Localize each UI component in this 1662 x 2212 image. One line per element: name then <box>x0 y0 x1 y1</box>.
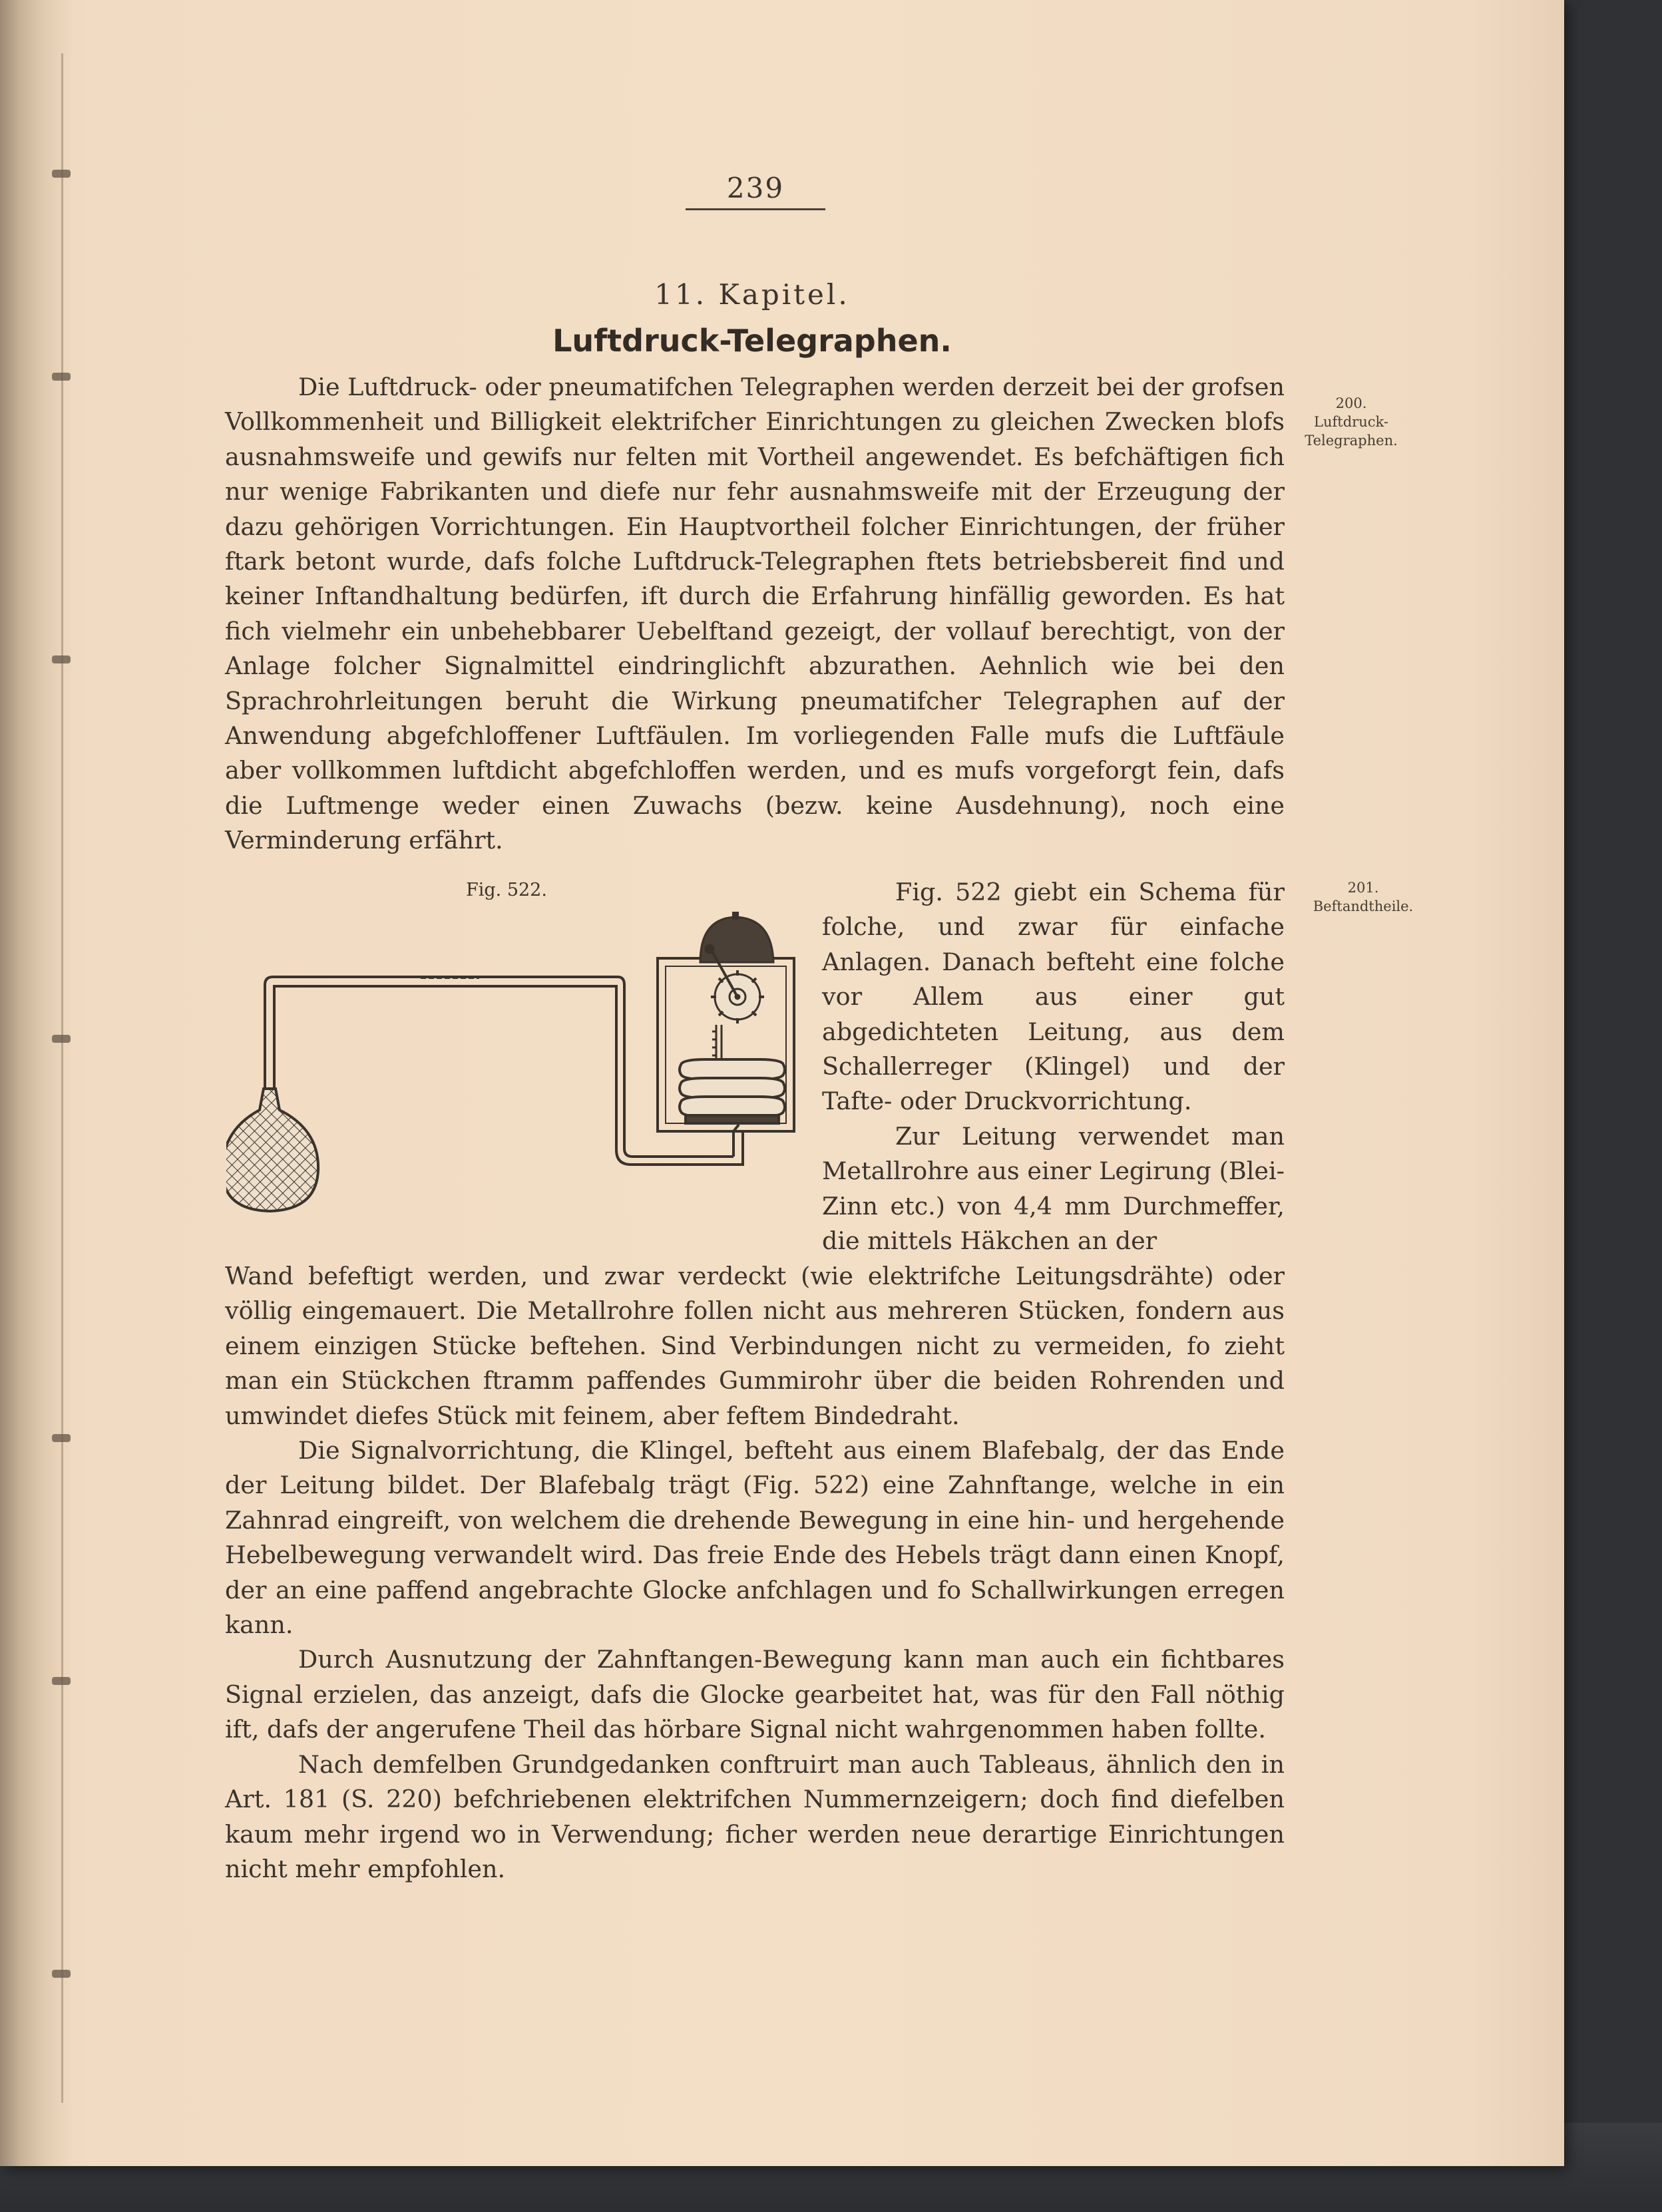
paragraph: Wand befeftigt werden, und zwar verdeckt (wie elektrifche Leitungsdrähte) oder völlig eingemauert. Die Metallrohre follen nicht aus mehreren Stücken, fondern aus einem einzigen Stücke beftehen. Sind Verbindungen nicht zu vermeiden, fo zieht man ein Stückchen ftramm paffendes Gummirohr über die beiden Rohrenden und umwindet diefes Stück mit feinem, aber feftem Bindedraht. <box>225 1262 1285 1430</box>
paragraph-continuation <box>225 1259 1285 1887</box>
binding-stitch <box>52 373 71 381</box>
paragraph: Die Signalvorrichtung, die Klingel, befteht aus einem Blafebalg, der das Ende der Leitung bildet. Der Blafebalg trägt (Fig. 522) eine Zahnftange, welche in ein Zahnrad eingreift, von welchem die drehende Bewegung in eine hin- und hergehende Hebelbewegung verwandelt wird. Das freie Ende des Hebels trägt dann einen Knopf, der an eine paffend angebrachte Glocke anfchlagen und fo Schallwirkungen erregen kann. <box>225 1436 1285 1640</box>
rubber-bulb <box>226 1089 318 1211</box>
margin-note-number: 200. <box>1335 395 1367 411</box>
paragraph-intro <box>225 370 1285 858</box>
chapter-title: Luftdruck-Telegraphen. <box>552 323 952 359</box>
air-pipe <box>265 977 733 1165</box>
bellows <box>680 1059 785 1123</box>
margin-note-number: 201. <box>1347 880 1379 896</box>
binding-stitch <box>52 1035 71 1043</box>
page-number: 239 <box>726 172 785 204</box>
margin-note-200 <box>1291 394 1411 450</box>
paragraph: Fig. 522 giebt ein Schema für folche, und zwar für einfache Anlagen. Danach befteht eine folche vor Allem aus einer gut abgedichteten Leitung, aus dem Schallerreger (Klingel) und der Tafte- oder Druckvorrichtung. <box>822 878 1285 1116</box>
binding-stitch <box>52 1970 71 1978</box>
margin-note-text: Beftandtheile. <box>1313 898 1414 914</box>
page-number-rule <box>686 208 825 210</box>
paragraph: Zur Leitung verwendet man Metallrohre aus einer Legirung (Blei-Zinn etc.) von 4,4 mm Durchmeffer, die mittels Häkchen an der <box>822 1121 1285 1256</box>
paragraph-figure-text <box>822 875 1285 1258</box>
paragraph: Durch Ausnutzung der Zahnftangen-Bewegung kann man auch ein fichtbares Signal erzielen, das anzeigt, dafs die Glocke gearbeitet hat, was für den Fall nöthig ift, dafs der angerufene Theil das hörbare Signal nicht wahrgenommen haben follte. <box>225 1645 1285 1744</box>
paragraph: Die Luftdruck- oder pneumatifchen Telegraphen werden derzeit bei der grofsen Vollkommenheit und Billigkeit elektrifcher Einrichtungen zu gleichen Zwecken blofs ausnahmsweife und gewifs nur felten mit Vortheil angewendet. Es befchäftigen fich nur wenige Fabrikanten und diefe nur fehr ausnahmsweife mit der Erzeugung der dazu gehörigen Vorrichtungen. Ein Hauptvortheil folcher Einrichtungen, der früher ftark betont wurde, dafs folche Luftdruck-Telegraphen ftets betriebsbereit find und keiner Inftandhaltung bedürfen, ift durch die Erfahrung hinfällig geworden. Es hat fich vielmehr ein unbehebbarer Uebelftand gezeigt, der vollauf berechtigt, von der Anlage folcher Signalmittel eindringlichft abzurathen. Aehnlich wie bei den Sprachrohrleitungen beruht die Wirkung pneumatifcher Telegraphen auf der Anwendung abgefchloffener Luftfäulen. Im vorliegenden Falle mufs die Luftfäule aber vollkommen luftdicht abgefchloffen werden, und es mufs vorgeforgt fein, dafs die Luftmenge weder einen Zuwachs (bezw. keine Ausdehnung), noch eine Verminderung erfährt. <box>225 373 1285 855</box>
binding-stitch <box>52 1677 71 1685</box>
figure-522-pneumatic-telegraph-schematic <box>226 912 805 1231</box>
paragraph: Nach demfelben Grundgedanken conftruirt man auch Tableaus, ähnlich den in Art. 181 (S. 220) befchriebenen elektrifchen Nummernzeigern; doch find diefelben kaum mehr irgend wo in Verwendung; ficher werden neue derartige Einrichtungen nicht mehr empfohlen. <box>225 1750 1285 1883</box>
binding-stitch <box>52 1434 71 1442</box>
binding-stitch <box>52 655 71 663</box>
chapter-label: 11. Kapitel. <box>654 278 850 311</box>
bell-dome <box>700 912 773 962</box>
binding-stitch <box>52 170 71 178</box>
figure-caption: Fig. 522. <box>466 880 547 900</box>
margin-note-201 <box>1290 878 1436 916</box>
binding-line <box>61 53 63 2103</box>
margin-note-text: Luftdruck-Telegraphen. <box>1305 414 1398 449</box>
